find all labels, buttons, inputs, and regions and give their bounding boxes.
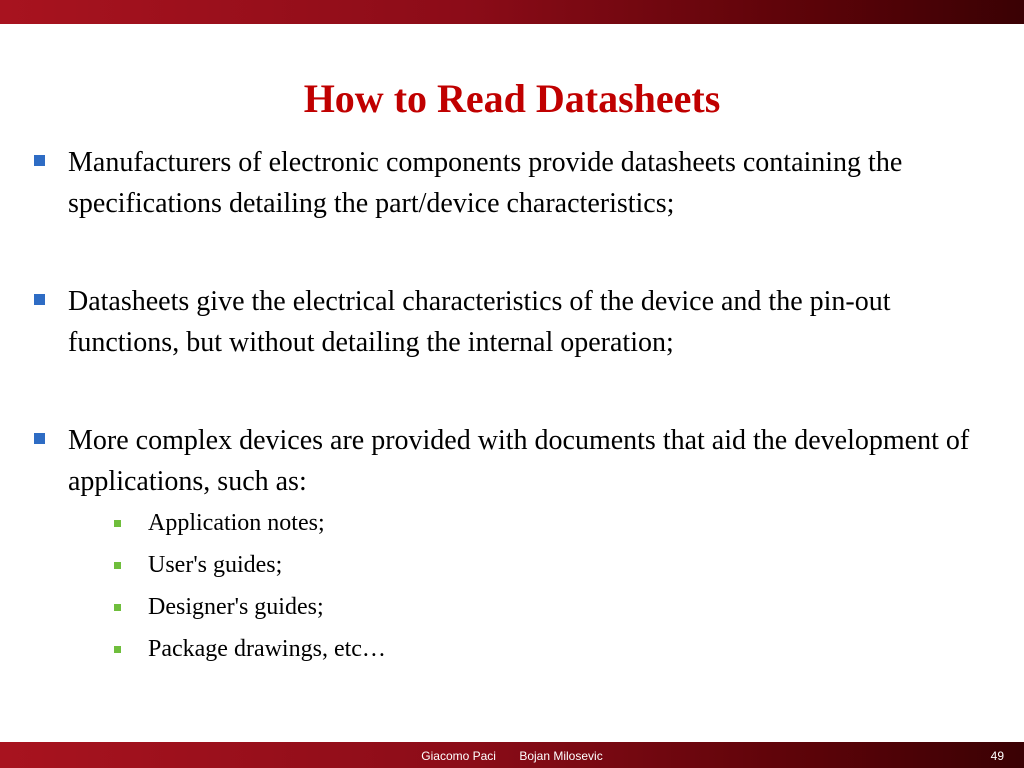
bullet-item [34,142,994,224]
sub-bullet-list [68,509,994,663]
small-square-bullet-icon [114,604,121,611]
top-banner [0,0,1024,24]
sub-bullet-item [114,509,994,537]
sub-bullet-item [114,635,994,663]
footer-banner [0,742,1024,768]
bullet-item [34,281,994,363]
slide-content [34,142,994,677]
bullet-text: More complex devices are provided with documents that aid the development of applications, such as: [68,425,970,497]
square-bullet-icon [34,294,45,305]
sub-bullet-text: Application notes; [148,510,325,536]
small-square-bullet-icon [114,562,121,569]
sub-bullet-item [114,593,994,621]
small-square-bullet-icon [114,520,121,527]
sub-bullet-text: Package drawings, etc… [148,636,386,662]
sub-bullet-text: User's guides; [148,552,283,578]
sub-bullet-item [114,551,994,579]
bullet-text: Manufacturers of electronic components provide datasheets containing the specifications detailing the part/device characteristics; [68,147,903,219]
footer-authors [0,749,1024,763]
footer-author: Giacomo Paci [421,749,496,763]
square-bullet-icon [34,433,45,444]
bullet-text: Datasheets give the electrical characteristics of the device and the pin-out functions, but without detailing the internal operation; [68,286,891,358]
square-bullet-icon [34,155,45,166]
slide-title: How to Read Datasheets [303,76,721,121]
page-number: 49 [990,749,1004,763]
footer-author: Bojan Milosevic [519,749,603,763]
small-square-bullet-icon [114,646,121,653]
bullet-item [34,420,994,663]
sub-bullet-text: Designer's guides; [148,594,324,620]
